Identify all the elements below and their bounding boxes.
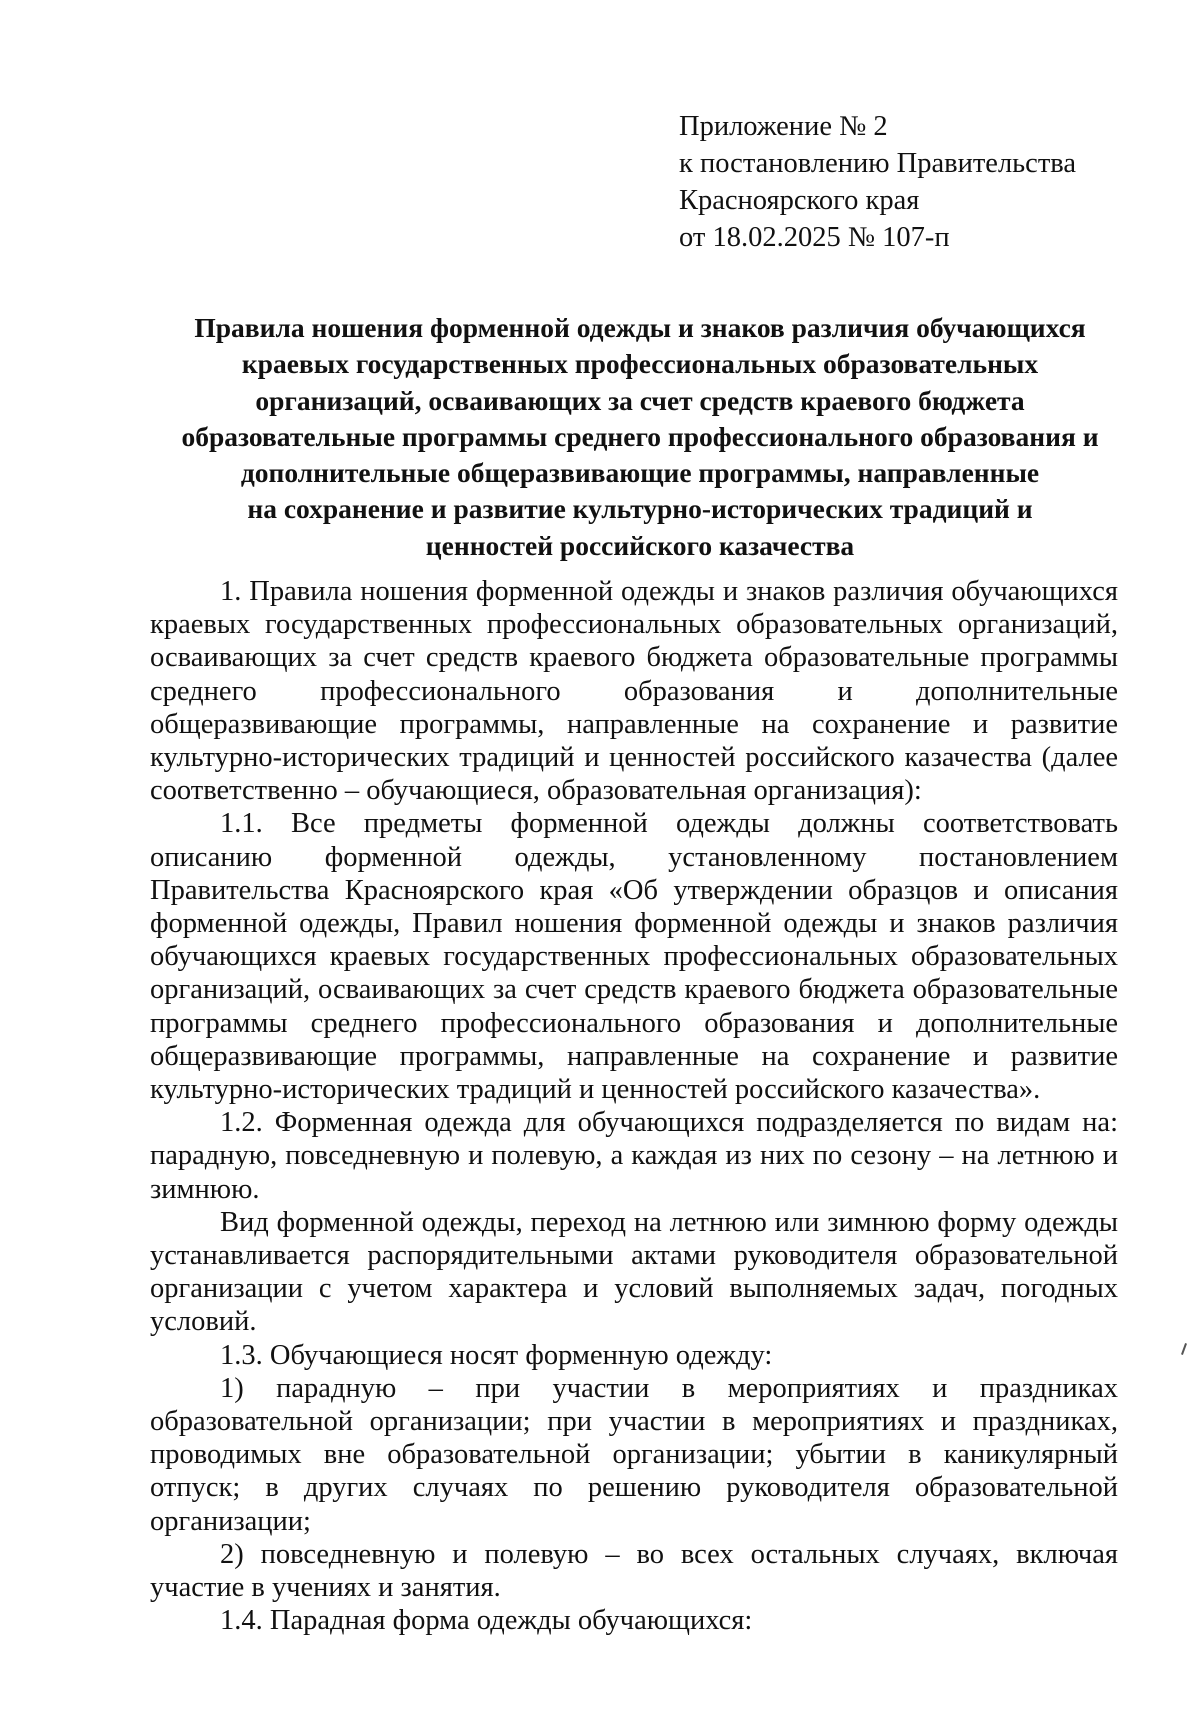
- paragraph-1-3-item-2: 2) повседневную и полевую – во всех остальных случаях, включая участие в учениях и занятия.: [150, 1538, 1118, 1604]
- annex-header: [679, 108, 1076, 256]
- annex-line-region: Красноярского края: [679, 185, 920, 216]
- annex-line-resolution: к постановлению Правительства: [679, 148, 1077, 179]
- title-line: ценностей российского казачества: [425, 529, 855, 561]
- paragraph-1-2: 1.2. Форменная одежда для обучающихся подразделяется по видам на: парадную, повседневную и полевую, а каждая из них по сезону – на летнюю и зимнюю.: [150, 1107, 1118, 1205]
- title-line: образовательные программы среднего профессионального образования и: [181, 420, 1099, 452]
- paragraph-1-4: 1.4. Парадная форма одежды обучающихся:: [220, 1605, 753, 1637]
- paragraph-1: 1. Правила ношения форменной одежды и знаков различия обучающихся краевых государственных профессиональных образовательных организаций, осваивающих за счет средств краевого бюджета образовательные программы среднего профессионального образования и дополнительные общеразвивающие программы, направленные на сохранение и развитие культурно-исторических традиций и ценностей российского казачества (далее соответственно – обучающиеся, образовательная организация):: [150, 576, 1118, 807]
- paragraph-1-3-item-1: 1) парадную – при участии в мероприятиях и праздниках образовательной организации; при участии в мероприятиях и праздниках, проводимых вне образовательной организации; убытии в каникулярный отпуск; в других случаях по решению руководителя образовательной организации;: [150, 1372, 1118, 1537]
- paragraph-1-1: 1.1. Все предметы форменной одежды должны соответствовать описанию форменной одежды, установленному постановлением Правительства Красноярского края «Об утверждении образцов и описания форменной одежды, Правил ношения форменной одежды и знаков различия обучающихся краевых государственных профессиональных образовательных организаций, осваивающих за счет средств краевого бюджета образовательные программы среднего профессионального образования и дополнительные общеразвивающие программы, направленные на сохранение и развитие культурно-исторических традиций и ценностей российского казачества».: [150, 808, 1118, 1106]
- paragraph-1-3: 1.3. Обучающиеся носят форменную одежду:: [220, 1339, 773, 1371]
- title-line: краевых государственных профессиональных образовательных: [241, 348, 1039, 380]
- document-body: [150, 575, 1118, 1638]
- title-line: на сохранение и развитие культурно-исторических традиций и: [247, 493, 1033, 525]
- annex-line-number: Приложение № 2: [679, 111, 888, 142]
- annex-line-date: от 18.02.2025 № 107-п: [679, 222, 950, 253]
- document-title: [150, 310, 1130, 564]
- title-line: дополнительные общеразвивающие программы, направленные: [240, 457, 1040, 489]
- paragraph-uniform-type: Вид форменной одежды, переход на летнюю или зимнюю форму одежды устанавливается распорядительными актами руководителя образовательной организации с учетом характера и условий выполняемых задач, погодных условий.: [150, 1206, 1118, 1338]
- title-line: организаций, осваивающих за счет средств краевого бюджета: [255, 384, 1025, 416]
- title-line: Правила ношения форменной одежды и знаков различия обучающихся: [194, 312, 1086, 343]
- scan-mark: [1181, 1343, 1187, 1355]
